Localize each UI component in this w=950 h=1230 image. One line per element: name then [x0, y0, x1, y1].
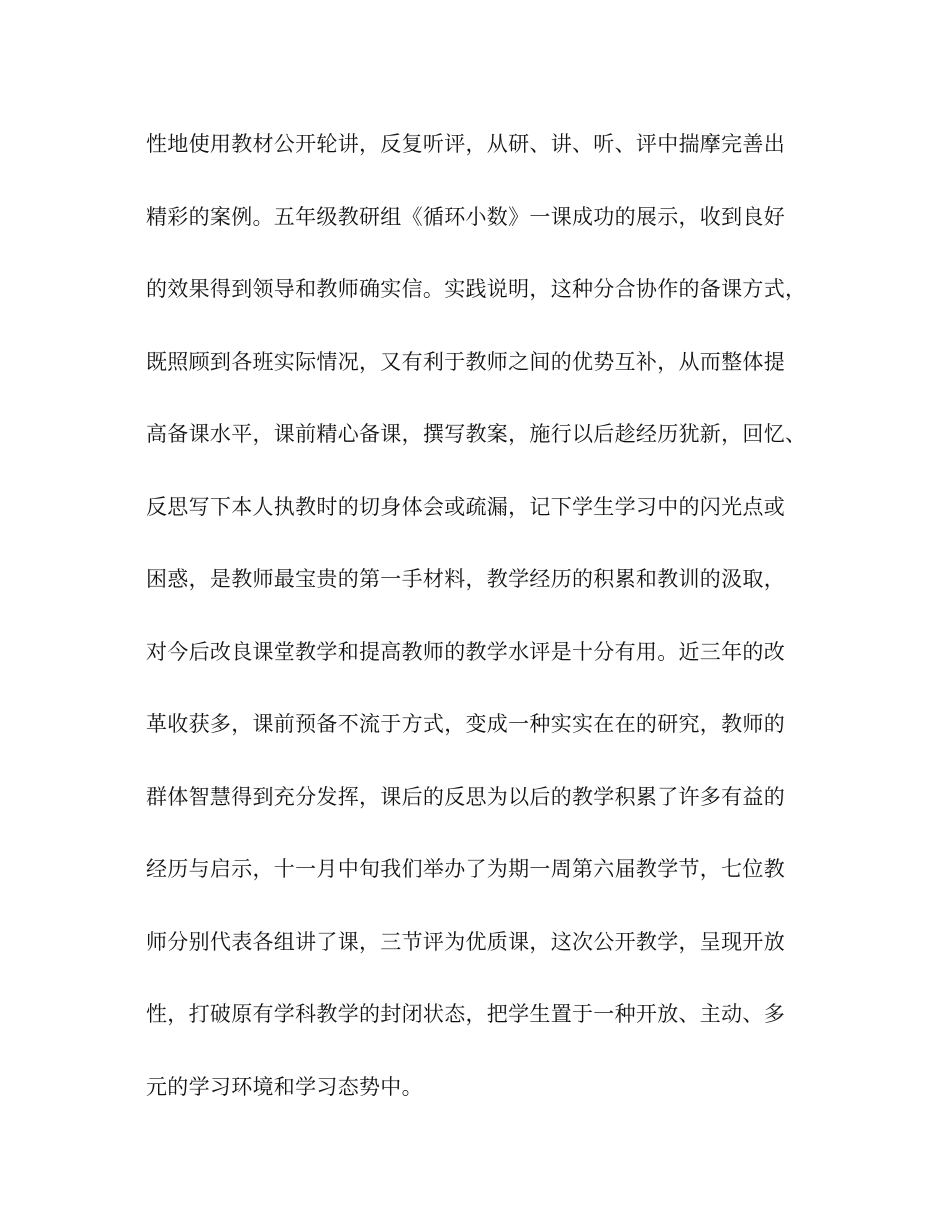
text-line-4: 既照顾到各班实际情况，又有利于教师之间的优势互补，从而整体提	[146, 349, 785, 374]
text-line-6: 反思写下本人执教时的切身体会或疏漏，记下学生学习中的闪光点或	[146, 494, 785, 519]
text-line-8: 对今后改良课堂教学和提高教师的教学水评是十分有用。近三年的改	[146, 639, 785, 664]
text-line-10: 群体智慧得到充分发挥，课后的反思为以后的教学积累了许多有益的	[146, 784, 785, 809]
text-line-9: 革收获多，课前预备不流于方式，变成一种实实在在的研究，教师的	[146, 712, 785, 736]
text-line-3: 的效果得到领导和教师确实信。实践说明，这种分合协作的备课方式，	[146, 277, 807, 301]
body-text	[146, 126, 846, 1141]
text-line-13: 性，打破原有学科教学的封闭状态，把学生置于一种开放、主动、多	[146, 1002, 785, 1026]
text-line-2: 精彩的案例。五年级教研组《循环小数》一课成功的展示，收到良好	[146, 204, 785, 229]
text-line-5: 高备课水平，课前精心备课，撰写教案，施行以后趁经历犹新，回忆、	[146, 422, 807, 446]
text-line-11: 经历与启示，十一月中旬我们举办了为期一周第六届教学节，七位教	[146, 857, 785, 881]
text-line-1: 性地使用教材公开轮讲，反复听评，从研、讲、听、评中揣摩完善出	[146, 132, 785, 156]
text-line-7: 困惑，是教师最宝贵的第一手材料，教学经历的积累和教训的汲取，	[146, 567, 785, 591]
text-line-12: 师分别代表各组讲了课，三节评为优质课，这次公开教学，呈现开放	[146, 929, 785, 954]
text-line-14: 元的学习环境和学习态势中。	[146, 1074, 423, 1099]
